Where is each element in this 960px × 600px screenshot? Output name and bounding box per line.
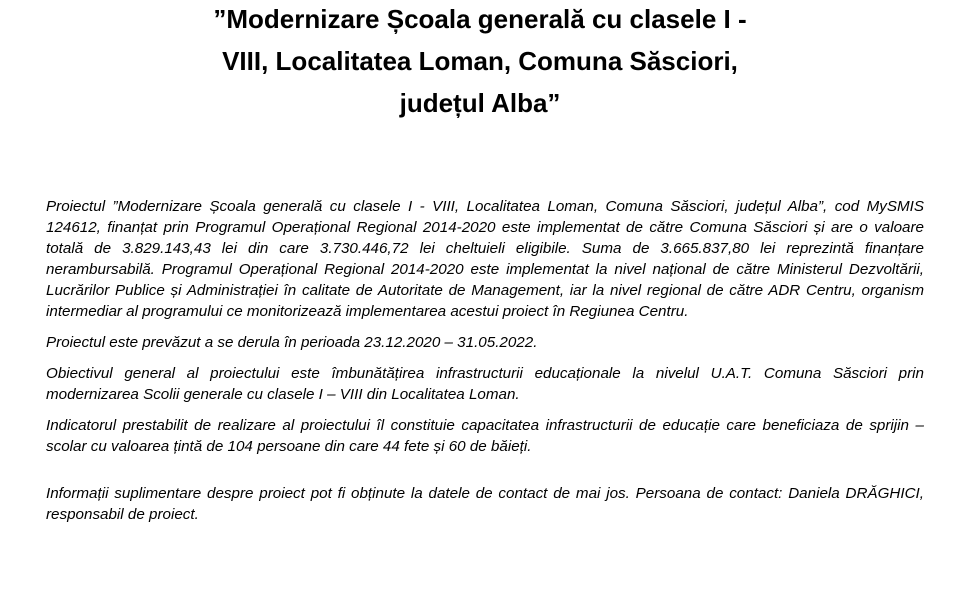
document-body (46, 196, 924, 535)
title-line-1: ”Modernizare Școala generală cu clasele I - (213, 4, 747, 34)
document-title (0, 0, 960, 124)
paragraph-project-description: Proiectul ”Modernizare Școala generală cu clasele I - VIII, Localitatea Loman, Comuna Săsciori, județul Alba”, cod MySMIS 124612, finanțat prin Programul Operațional Regional 2014-2020 este implementat de către Comuna Săsciori și are o valoare totală de 3.829.143,43 lei din care 3.730.446,72 lei cheltuieli eligibile. Suma de 3.665.837,80 lei reprezintă finanțare nerambursabilă. Programul Operațional Regional 2014-2020 este implementat la nivel național de către Ministerul Dezvoltării, Lucrărilor Publice și Administrației în calitate de Autoritate de Management, iar la nivel regional de către ADR Centru, organism intermediar al programului ce monitorizează implementarea acestui proiect în Regiunea Centru. (46, 198, 924, 320)
title-line-2: VIII, Localitatea Loman, Comuna Săsciori, (222, 46, 738, 76)
paragraph-indicator: Indicatorul prestabilit de realizare al proiectului îl constituie capacitatea infrastructurii de educație care beneficiaza de sprijin – scolar cu valoarea țintă de 104 persoane din care 44 fete și 60 de băieți. (46, 417, 924, 455)
title-line-3: județul Alba” (399, 88, 561, 118)
paragraph-contact-info: Informații suplimentare despre proiect pot fi obținute la datele de contact de mai jos. Persoana de contact: Daniela DRĂGHICI, responsabil de proiect. (46, 485, 924, 523)
paragraph-project-period: Proiectul este prevăzut a se derula în perioada 23.12.2020 – 31.05.2022. (46, 334, 538, 351)
paragraph-general-objective: Obiectivul general al proiectului este îmbunătățirea infrastructurii educaționale la nivelul U.A.T. Comuna Săsciori prin modernizarea Scolii generale cu clasele I – VIII din Localitatea Loman. (46, 365, 924, 403)
